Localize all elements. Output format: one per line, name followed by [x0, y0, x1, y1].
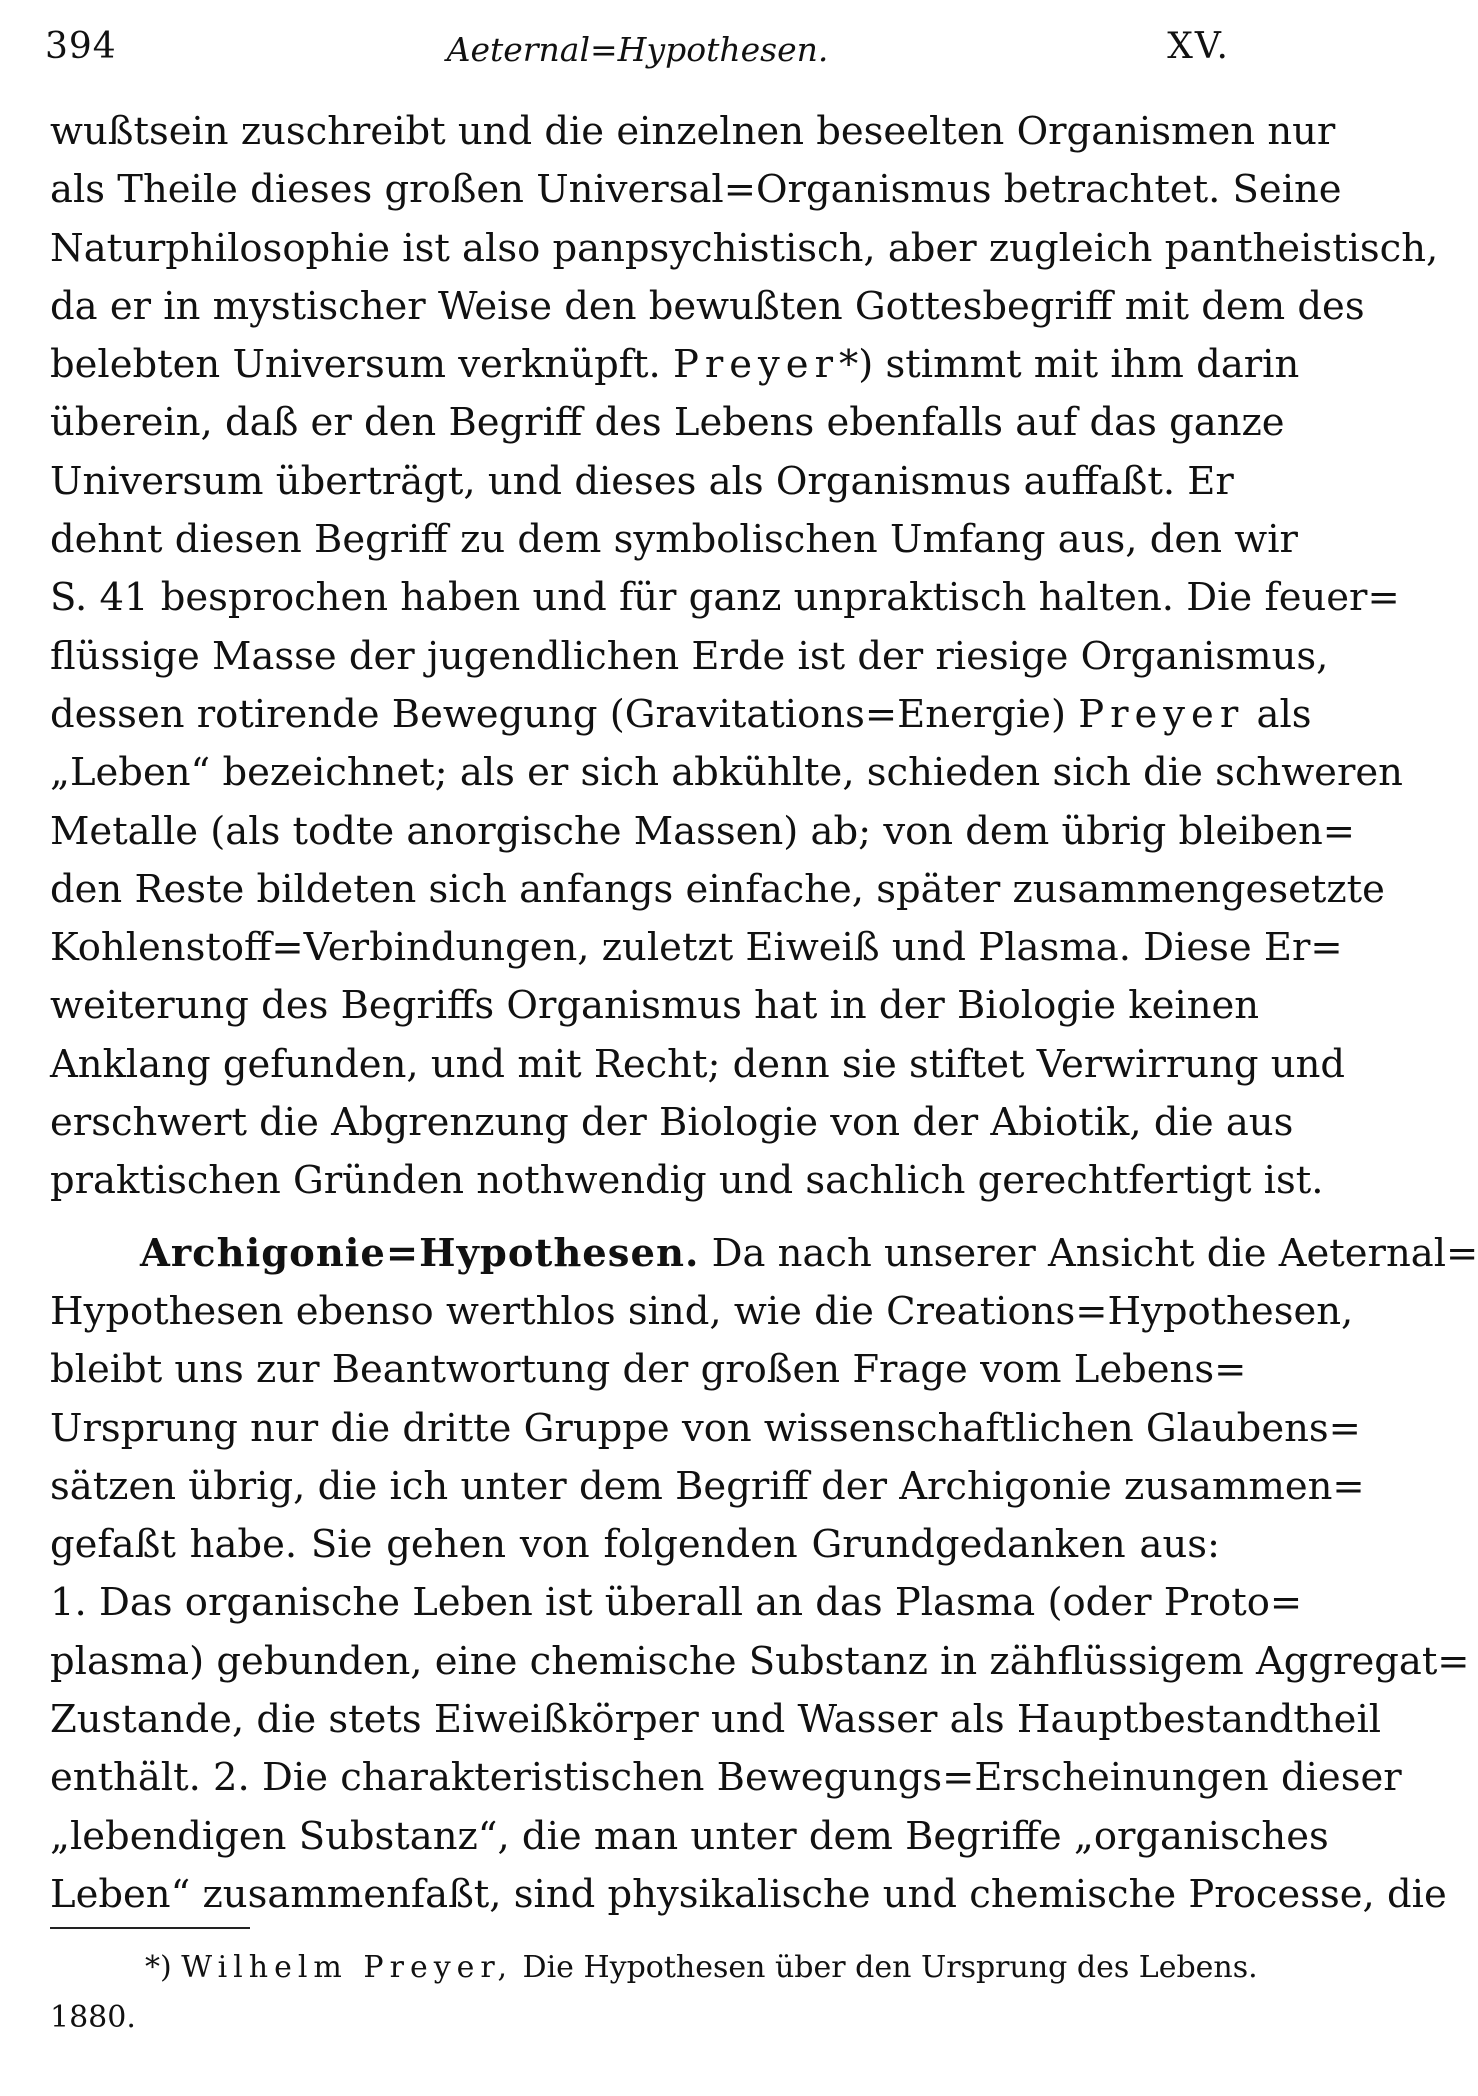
footnote-line [50, 1943, 1258, 1993]
text-line: bleibt uns zur Beantwortung der großen Frage vom Lebens= [50, 1347, 1247, 1393]
text-line [50, 336, 1300, 394]
text-line: sätzen übrig, die ich unter dem Begriff der Archigonie zusammen= [50, 1463, 1365, 1509]
author-name-spaced: Preyer [1078, 691, 1245, 737]
author-name-spaced: Preyer [672, 342, 840, 388]
footnote-title: Die Hypothesen über den Ursprung des Lebens. [522, 1950, 1258, 1985]
text-line: als Theile dieses großen Universal=Organismus betrachtet. Seine [50, 167, 1342, 213]
footnote-year: 1880. [50, 2000, 136, 2035]
text-line: Metalle (als todte anorgische Massen) ab; von dem übrig bleiben= [50, 808, 1356, 854]
footnote [50, 1943, 1258, 2043]
running-title: Aeternal=Hypothesen. [446, 30, 829, 69]
text-line: da er in mystischer Weise den bewußten Gottesbegriff mit dem des [50, 283, 1365, 329]
main-text [50, 103, 1478, 1924]
text-line: gefaßt habe. Sie gehen von folgenden Grundgedanken aus: [50, 1522, 1220, 1568]
text-line: überein, daß er den Begriff des Lebens ebenfalls auf das ganze [50, 400, 1285, 446]
footnote-divider [50, 1927, 250, 1929]
footnote-marker: *) [145, 1950, 172, 1985]
text-line: „Leben“ bezeichnet; als er sich abkühlte, schieden sich die schweren [50, 750, 1403, 796]
chapter-number: XV. [1167, 26, 1230, 67]
text-fragment: dessen rotirende Bewegung (Gravitations=Energie) [50, 691, 1066, 737]
text-line: „lebendigen Substanz“, die man unter dem Begriffe „organisches [50, 1813, 1329, 1859]
text-line: weiterung des Begriffs Organismus hat in der Biologie keinen [50, 983, 1260, 1029]
text-fragment: Da nach unserer Ansicht die Aeternal= [711, 1230, 1478, 1276]
footnote-author: Wilhelm Preyer, [181, 1950, 513, 1985]
text-line: Anklang gefunden, und mit Recht; denn sie stiftet Verwirrung und [50, 1041, 1346, 1087]
text-fragment: als [1256, 691, 1312, 737]
footnote-reference: *) stimmt mit ihm darin [839, 342, 1300, 388]
text-line: 1. Das organische Leben ist überall an das Plasma (oder Proto= [50, 1580, 1303, 1626]
text-fragment: belebten Universum verknüpft. [50, 342, 661, 388]
section-heading: Archigonie=Hypothesen. [140, 1230, 700, 1276]
text-line: erschwert die Abgrenzung der Biologie von der Abiotik, die aus [50, 1100, 1294, 1146]
text-line: wußtsein zuschreibt und die einzelnen beseelten Organismen nur [50, 109, 1336, 154]
text-line: Universum überträgt, und dieses als Organismus auffaßt. Er [50, 458, 1234, 504]
text-line: enthält. 2. Die charakteristischen Bewegungs=Erscheinungen dieser [50, 1755, 1402, 1801]
text-line: praktischen Gründen nothwendig und sachlich gerechtfertigt ist. [50, 1158, 1324, 1204]
text-line: Zustande, die stets Eiweißkörper und Wasser als Hauptbestandtheil [50, 1697, 1382, 1743]
text-line [50, 686, 1312, 744]
text-line: Hypothesen ebenso werthlos sind, wie die Creations=Hypothesen, [50, 1288, 1354, 1334]
page-header [45, 22, 1230, 82]
text-line: plasma) gebunden, eine chemische Substanz in zähflüssigem Aggregat= [50, 1638, 1470, 1684]
text-line: Ursprung nur die dritte Gruppe von wissenschaftlichen Glaubens= [50, 1405, 1361, 1451]
text-line: flüssige Masse der jugendlichen Erde ist der riesige Organismus, [50, 633, 1329, 679]
section-start-line [50, 1225, 1478, 1283]
text-line: den Reste bildeten sich anfangs einfache, später zusammengesetzte [50, 866, 1385, 912]
text-line: Leben“ zusammenfaßt, sind physikalische und chemische Processe, die [50, 1871, 1447, 1917]
text-line: dehnt diesen Begriff zu dem symbolischen Umfang aus, den wir [50, 517, 1298, 563]
text-line: S. 41 besprochen haben und für ganz unpraktisch halten. Die feuer= [50, 575, 1400, 621]
page-number: 394 [45, 26, 117, 67]
text-line: Naturphilosophie ist also panpsychistisch, aber zugleich pantheistisch, [50, 225, 1439, 271]
text-line: Kohlenstoff=Verbindungen, zuletzt Eiweiß und Plasma. Diese Er= [50, 925, 1343, 971]
